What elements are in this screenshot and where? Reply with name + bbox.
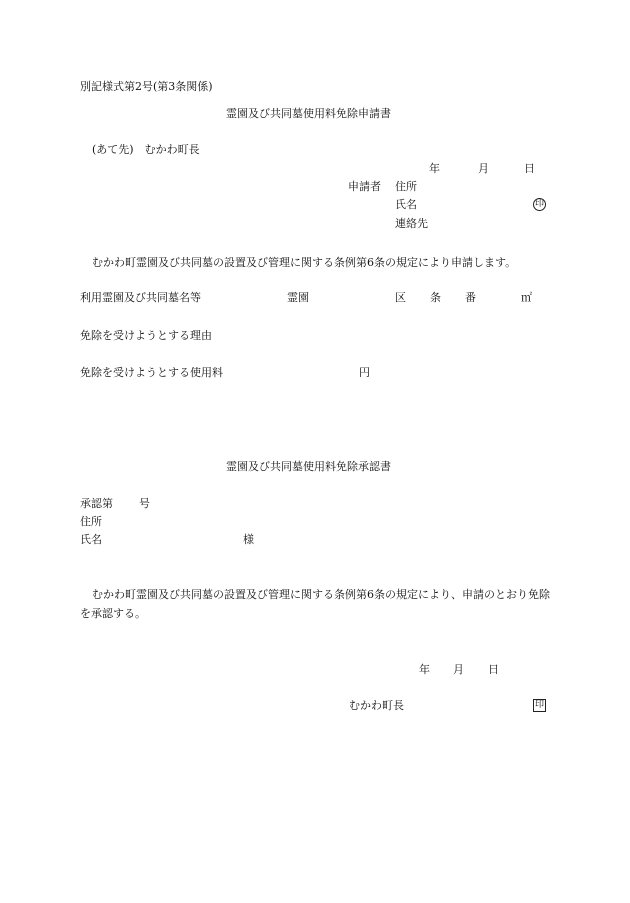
approval-name-label: 氏名: [80, 533, 102, 546]
applicant-seal-mark: 印: [534, 199, 544, 209]
form-number: 別記様式第2号(第3条関係): [80, 80, 213, 93]
approval-seal-mark: 印: [534, 700, 544, 710]
applicant-label: 申請者: [348, 180, 381, 193]
approval-number-prefix: 承認第: [80, 497, 113, 510]
approval-title: 霊園及び共同墓使用料免除承認書: [226, 460, 391, 473]
approval-number-suffix: 号: [139, 497, 150, 510]
approval-statement: むかわ町霊園及び共同墓の設置及び管理に関する条例第6条の規定により、申請のとおり免除を承認する。: [80, 588, 550, 620]
applicant-contact-label: 連絡先: [395, 217, 428, 230]
application-title: 霊園及び共同墓使用料免除申請書: [226, 107, 391, 120]
applicant-name-label: 氏名: [395, 198, 417, 211]
facility-area-unit: ㎡: [521, 291, 532, 304]
applicant-address-label: 住所: [395, 180, 417, 193]
approval-address-label: 住所: [80, 515, 102, 528]
facility-cemetery: 霊園: [287, 291, 309, 304]
application-date-year: 年: [429, 162, 440, 175]
facility-number: 番: [465, 291, 476, 304]
approval-date-year: 年: [419, 663, 430, 676]
approval-issuer: むかわ町長: [349, 699, 404, 712]
application-date-day: 日: [524, 162, 535, 175]
addressee: (あて先) むかわ町長: [92, 143, 200, 156]
approval-date-day: 日: [488, 663, 499, 676]
facility-ward: 区: [395, 291, 406, 304]
application-date-month: 月: [478, 162, 489, 175]
approval-honorific: 様: [243, 533, 254, 546]
fee-label: 免除を受けようとする使用料: [80, 366, 223, 379]
reason-label: 免除を受けようとする理由: [80, 329, 212, 342]
approval-date-month: 月: [453, 663, 464, 676]
facility-label: 利用霊園及び共同墓名等: [80, 291, 201, 304]
fee-yen-unit: 円: [359, 366, 370, 379]
application-statement: むかわ町霊園及び共同墓の設置及び管理に関する条例第6条の規定により申請します。: [92, 256, 517, 269]
facility-section: 条: [430, 291, 441, 304]
